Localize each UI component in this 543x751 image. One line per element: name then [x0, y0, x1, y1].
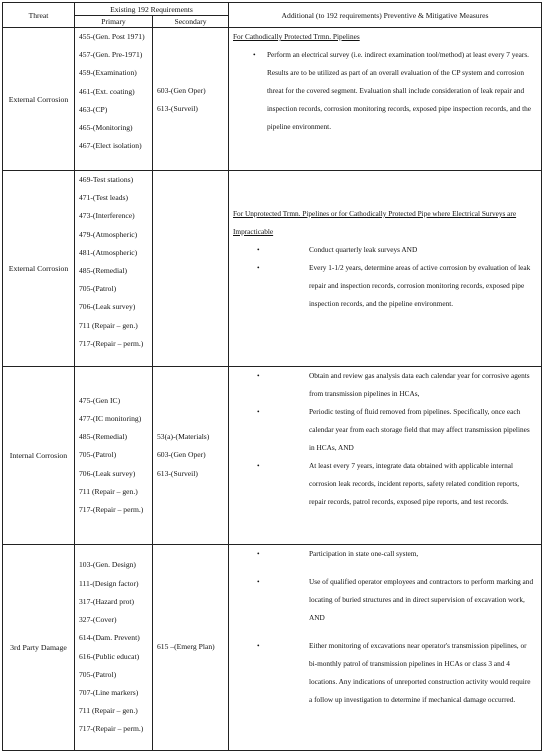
primary-cell	[75, 28, 153, 171]
requirement-item: 475-(Gen IC)	[79, 395, 121, 405]
requirement-item: 111-(Design factor)	[79, 578, 139, 588]
list-item: • Every 1-1/2 years, determine areas of active corrosion by evaluation of leak repair and inspection records, corrosion monitoring records, exposed pipe inspection records, and the pipeline environment.	[233, 259, 535, 313]
bullet-icon: •	[253, 50, 256, 59]
secondary-cell	[153, 171, 229, 367]
requirement-item: 471-(Test leads)	[79, 193, 129, 203]
primary-cell	[75, 171, 153, 367]
requirement-item: 459-(Examination)	[79, 68, 137, 78]
requirement-item: 615 –(Emerg Plan)	[157, 642, 215, 652]
table-row	[3, 28, 542, 171]
bullet-icon: •	[257, 461, 260, 470]
header-additional: Additional (to 192 requirements) Preventive & Mitigative Measures	[229, 3, 542, 28]
requirement-item: 711 (Repair – gen.)	[79, 486, 138, 496]
threat-cell: 3rd Party Damage	[3, 545, 75, 751]
requirement-item: 717-(Repair – perm.)	[79, 338, 144, 348]
measures-heading: For Cathodically Protected Trmn. Pipelines	[233, 32, 360, 41]
list-item: • Either monitoring of excavations near operator's transmission pipelines, or bi-monthly patrol of transmission pipelines in HCAs or class 3 and 4 locations. Any indications of unreported construction activity would require a follow up investigation to determine if mechanical damage occurred.	[233, 637, 535, 709]
requirement-item: 613-(Surveil)	[157, 104, 198, 114]
secondary-cell	[153, 545, 229, 751]
bullet-icon: •	[257, 371, 260, 380]
bullet-icon: •	[257, 549, 260, 558]
requirement-item: 479-(Atmospheric)	[79, 229, 138, 239]
table-row	[3, 545, 542, 751]
threat-cell: Internal Corrosion	[3, 367, 75, 545]
list-item: • Periodic testing of fluid removed from pipelines. Specifically, once each calendar year from each storage field that may affect transmission pipelines in HCAs, AND	[233, 403, 535, 457]
threat-cell: External Corrosion	[3, 28, 75, 171]
requirement-item: 481-(Atmospheric)	[79, 247, 138, 257]
requirement-item: 717-(Repair – perm.)	[79, 724, 144, 734]
bullet-icon: •	[257, 407, 260, 416]
requirement-item: 317-(Hazard prot)	[79, 596, 135, 606]
list-item: • Obtain and review gas analysis data each calendar year for corrosive agents from transmission pipelines in HCAs,	[233, 367, 535, 403]
list-item: • Conduct quarterly leak surveys AND	[233, 241, 535, 259]
requirement-item: 705-(Patrol)	[79, 669, 117, 679]
requirement-item: 603-(Gen Oper)	[157, 450, 206, 460]
bullet-icon: •	[257, 263, 260, 272]
measures-cell	[229, 28, 542, 171]
requirement-item: 473-(Interference)	[79, 211, 135, 221]
threat-cell: External Corrosion	[3, 171, 75, 367]
requirement-item: 705-(Patrol)	[79, 284, 117, 294]
list-item: • At least every 7 years, integrate data obtained with applicable internal corrosion leak records, incident reports, safety related condition reports, repair records, patrol records, exposed pipe reports, and test records.	[233, 457, 535, 511]
requirement-item: 707-(Line markers)	[79, 687, 139, 697]
requirement-item: 461-(Ext. coating)	[79, 86, 135, 96]
requirements-table	[2, 2, 542, 751]
requirement-item: 706-(Leak survey)	[79, 302, 136, 312]
header-existing: Existing 192 Requirements	[75, 3, 229, 16]
bullet-icon: •	[257, 641, 260, 650]
requirement-item: 477-(IC monitoring)	[79, 413, 142, 423]
header-threat: Threat	[3, 3, 75, 28]
requirement-item: 613-(Surveil)	[157, 468, 198, 478]
requirement-item: 53(a)-(Materials)	[157, 432, 210, 442]
requirement-item: 465-(Monitoring)	[79, 123, 133, 133]
table-row	[3, 367, 542, 545]
requirement-item: 616-(Public educat)	[79, 651, 140, 661]
primary-cell	[75, 367, 153, 545]
requirement-item: 469-Test stations)	[79, 175, 134, 184]
list-item: • Participation in state one-call system,	[233, 545, 535, 563]
requirement-item: 717-(Repair – perm.)	[79, 505, 144, 514]
requirement-item: 711 (Repair – gen.)	[79, 706, 138, 716]
table-row	[3, 171, 542, 367]
list-item: • Use of qualified operator employees and contractors to perform marking and locating of buried structures and in direct supervision of excavation work, AND	[233, 573, 535, 627]
header-secondary: Secondary	[153, 16, 229, 28]
requirement-item: 706-(Leak survey)	[79, 468, 136, 478]
requirement-item: 463-(CP)	[79, 104, 108, 114]
requirement-item: 603-(Gen Oper)	[157, 86, 206, 95]
requirement-item: 457-(Gen. Pre-1971)	[79, 50, 143, 60]
requirement-item: 327-(Cover)	[79, 615, 117, 625]
secondary-cell	[153, 367, 229, 545]
requirement-item: 455-(Gen. Post 1971)	[79, 32, 145, 41]
bullet-icon: •	[257, 577, 260, 586]
requirement-item: 705-(Patrol)	[79, 450, 117, 460]
requirement-item: 614-(Dam. Prevent)	[79, 633, 140, 643]
measures-cell	[229, 171, 542, 367]
requirement-item: 485-(Remedial)	[79, 432, 128, 442]
list-item: • Perform an electrical survey (i.e. indirect examination tool/method) at least every 7 years. Results are to be utilized as part of an overall evaluation of the CP system and corrosion threat for the covered segment. Evaluation shall include consideration of leak repair and inspection records, corrosion monitoring records, exposed pipe inspection records, and the pipeline environment.	[233, 46, 535, 136]
header-primary: Primary	[75, 16, 153, 28]
requirement-item: 103-(Gen. Design)	[79, 560, 136, 570]
primary-cell	[75, 545, 153, 751]
measures-cell	[229, 367, 542, 545]
secondary-cell	[153, 28, 229, 171]
requirement-item: 467-(Elect isolation)	[79, 141, 142, 151]
measures-cell	[229, 545, 542, 751]
measures-heading: For Unprotected Trmn. Pipelines or for Cathodically Protected Pipe where Electrical Surveys are Impracticable	[233, 209, 517, 236]
bullet-icon: •	[257, 245, 260, 254]
requirement-item: 711 (Repair – gen.)	[79, 320, 138, 330]
requirement-item: 485-(Remedial)	[79, 266, 128, 276]
